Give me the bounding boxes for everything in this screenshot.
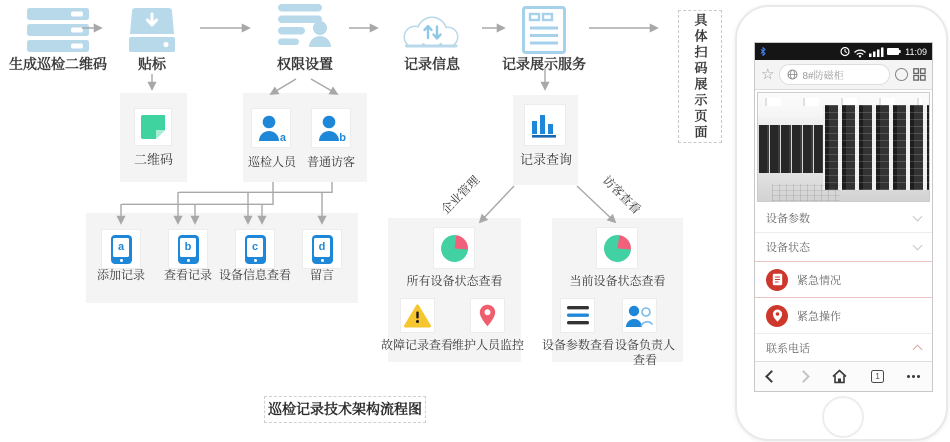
phone-status-bar xyxy=(755,43,932,60)
branch-label-visitor-view: 访客查看 xyxy=(599,172,644,217)
visitor-card xyxy=(311,108,351,148)
chevron-up-icon xyxy=(913,345,923,355)
menu-item-contact[interactable]: 联系电话 xyxy=(755,334,932,361)
monitor-label: 维护人员监控 xyxy=(451,338,524,352)
phone-screen xyxy=(754,42,933,392)
phone-d-icon: d xyxy=(312,235,333,264)
bar-chart-icon xyxy=(532,113,558,138)
node-label-tag: 贴标 xyxy=(138,56,166,72)
qr-note-icon xyxy=(141,115,165,139)
branch-label-enterprise: 企业管理 xyxy=(438,172,483,217)
action-label-view: 查看记录 xyxy=(163,268,212,282)
tabs-button[interactable]: 1 xyxy=(871,370,884,383)
back-button[interactable] xyxy=(765,370,778,383)
menu-item-emergency-action[interactable]: 紧急操作 xyxy=(755,298,932,334)
chevron-down-icon xyxy=(913,241,923,251)
inspector-label: 巡检人员 xyxy=(247,155,296,169)
phone-b-icon: b xyxy=(178,235,199,264)
action-card-c xyxy=(235,229,275,269)
owner-label: 设备负责人查看 xyxy=(614,338,675,367)
server-room-photo xyxy=(757,92,930,202)
emergency-pin-icon xyxy=(766,305,788,327)
location-pin-icon xyxy=(479,304,496,327)
query-card xyxy=(524,104,566,146)
emergency-doc-icon xyxy=(766,269,788,291)
action-card-b xyxy=(168,229,208,269)
chevron-down-icon xyxy=(913,212,923,222)
people-icon xyxy=(626,305,653,327)
qr-label: 二维码 xyxy=(133,152,173,167)
action-label-message: 留言 xyxy=(309,268,334,282)
globe-icon xyxy=(787,69,798,80)
all-status-title: 所有设备状态查看 xyxy=(406,274,503,288)
params-card xyxy=(560,298,595,333)
inspector-card xyxy=(251,108,291,148)
menu-item-device-state[interactable]: 设备状态 xyxy=(755,233,932,262)
browser-toolbar xyxy=(755,60,932,90)
far-racks xyxy=(758,125,830,173)
pie-chart-icon xyxy=(441,235,468,262)
qr-note-card xyxy=(134,108,172,146)
phone-c-icon: c xyxy=(245,235,266,264)
node-label-record-info: 记录信息 xyxy=(404,56,460,72)
action-label-add: 添加记录 xyxy=(96,268,145,282)
side-note-box xyxy=(678,10,722,143)
all-status-pie-card xyxy=(433,227,475,269)
fault-card xyxy=(400,298,435,333)
status-time: 11:09 xyxy=(905,46,927,57)
labeling-box-icon xyxy=(129,8,175,52)
fault-label: 故障记录查看 xyxy=(380,338,453,352)
more-menu-button[interactable] xyxy=(907,375,910,378)
parameter-list-icon xyxy=(567,306,589,325)
cloud-sync-icon xyxy=(399,6,465,56)
rack-shelf-lines xyxy=(823,105,929,190)
url-text: 8#防磁柜 xyxy=(802,71,844,82)
record-display-icon xyxy=(522,6,566,54)
home-button[interactable] xyxy=(831,369,848,384)
node-label-generate: 生成巡检二维码 xyxy=(9,56,107,72)
current-status-pie-card xyxy=(596,227,638,269)
phone-home-button[interactable] xyxy=(822,396,864,438)
owner-card xyxy=(622,298,657,333)
inspector-badge: a xyxy=(279,132,286,144)
action-card-d xyxy=(302,229,342,269)
phone-a-icon: a xyxy=(111,235,132,264)
permission-settings-icon xyxy=(278,3,332,53)
node-label-permission: 权限设置 xyxy=(277,56,333,72)
floor-grid xyxy=(772,184,840,201)
query-label: 记录查询 xyxy=(519,152,572,167)
current-status-title: 当前设备状态查看 xyxy=(569,274,666,288)
action-label-device-info: 设备信息查看 xyxy=(218,268,291,282)
bluetooth-icon xyxy=(760,47,766,56)
url-bar[interactable] xyxy=(779,64,890,85)
browser-nav-bar xyxy=(755,361,932,391)
menu-item-emergency-info[interactable]: 紧急情况 xyxy=(755,262,932,298)
monitor-card xyxy=(470,298,505,333)
status-icons xyxy=(840,45,902,58)
action-card-a xyxy=(101,229,141,269)
menu-item-device-params[interactable]: 设备参数 xyxy=(755,204,932,233)
visitor-badge: b xyxy=(339,132,346,144)
qr-scan-grid-icon[interactable] xyxy=(913,68,926,81)
pie-chart-icon xyxy=(604,235,631,262)
refresh-icon[interactable] xyxy=(895,68,908,81)
node-label-record-display: 记录展示服务 xyxy=(502,56,586,72)
bookmark-star-icon[interactable]: ☆ xyxy=(761,66,775,83)
warning-icon xyxy=(404,304,431,328)
visitor-label: 普通访客 xyxy=(306,155,355,169)
forward-button[interactable] xyxy=(797,370,810,383)
diagram-caption: 巡检记录技术架构流程图 xyxy=(264,396,426,423)
phone-mockup xyxy=(735,5,948,441)
side-note-text: 具体扫码展示页面 xyxy=(692,12,708,141)
params-label: 设备参数查看 xyxy=(541,338,614,352)
server-stack-icon xyxy=(27,8,89,52)
